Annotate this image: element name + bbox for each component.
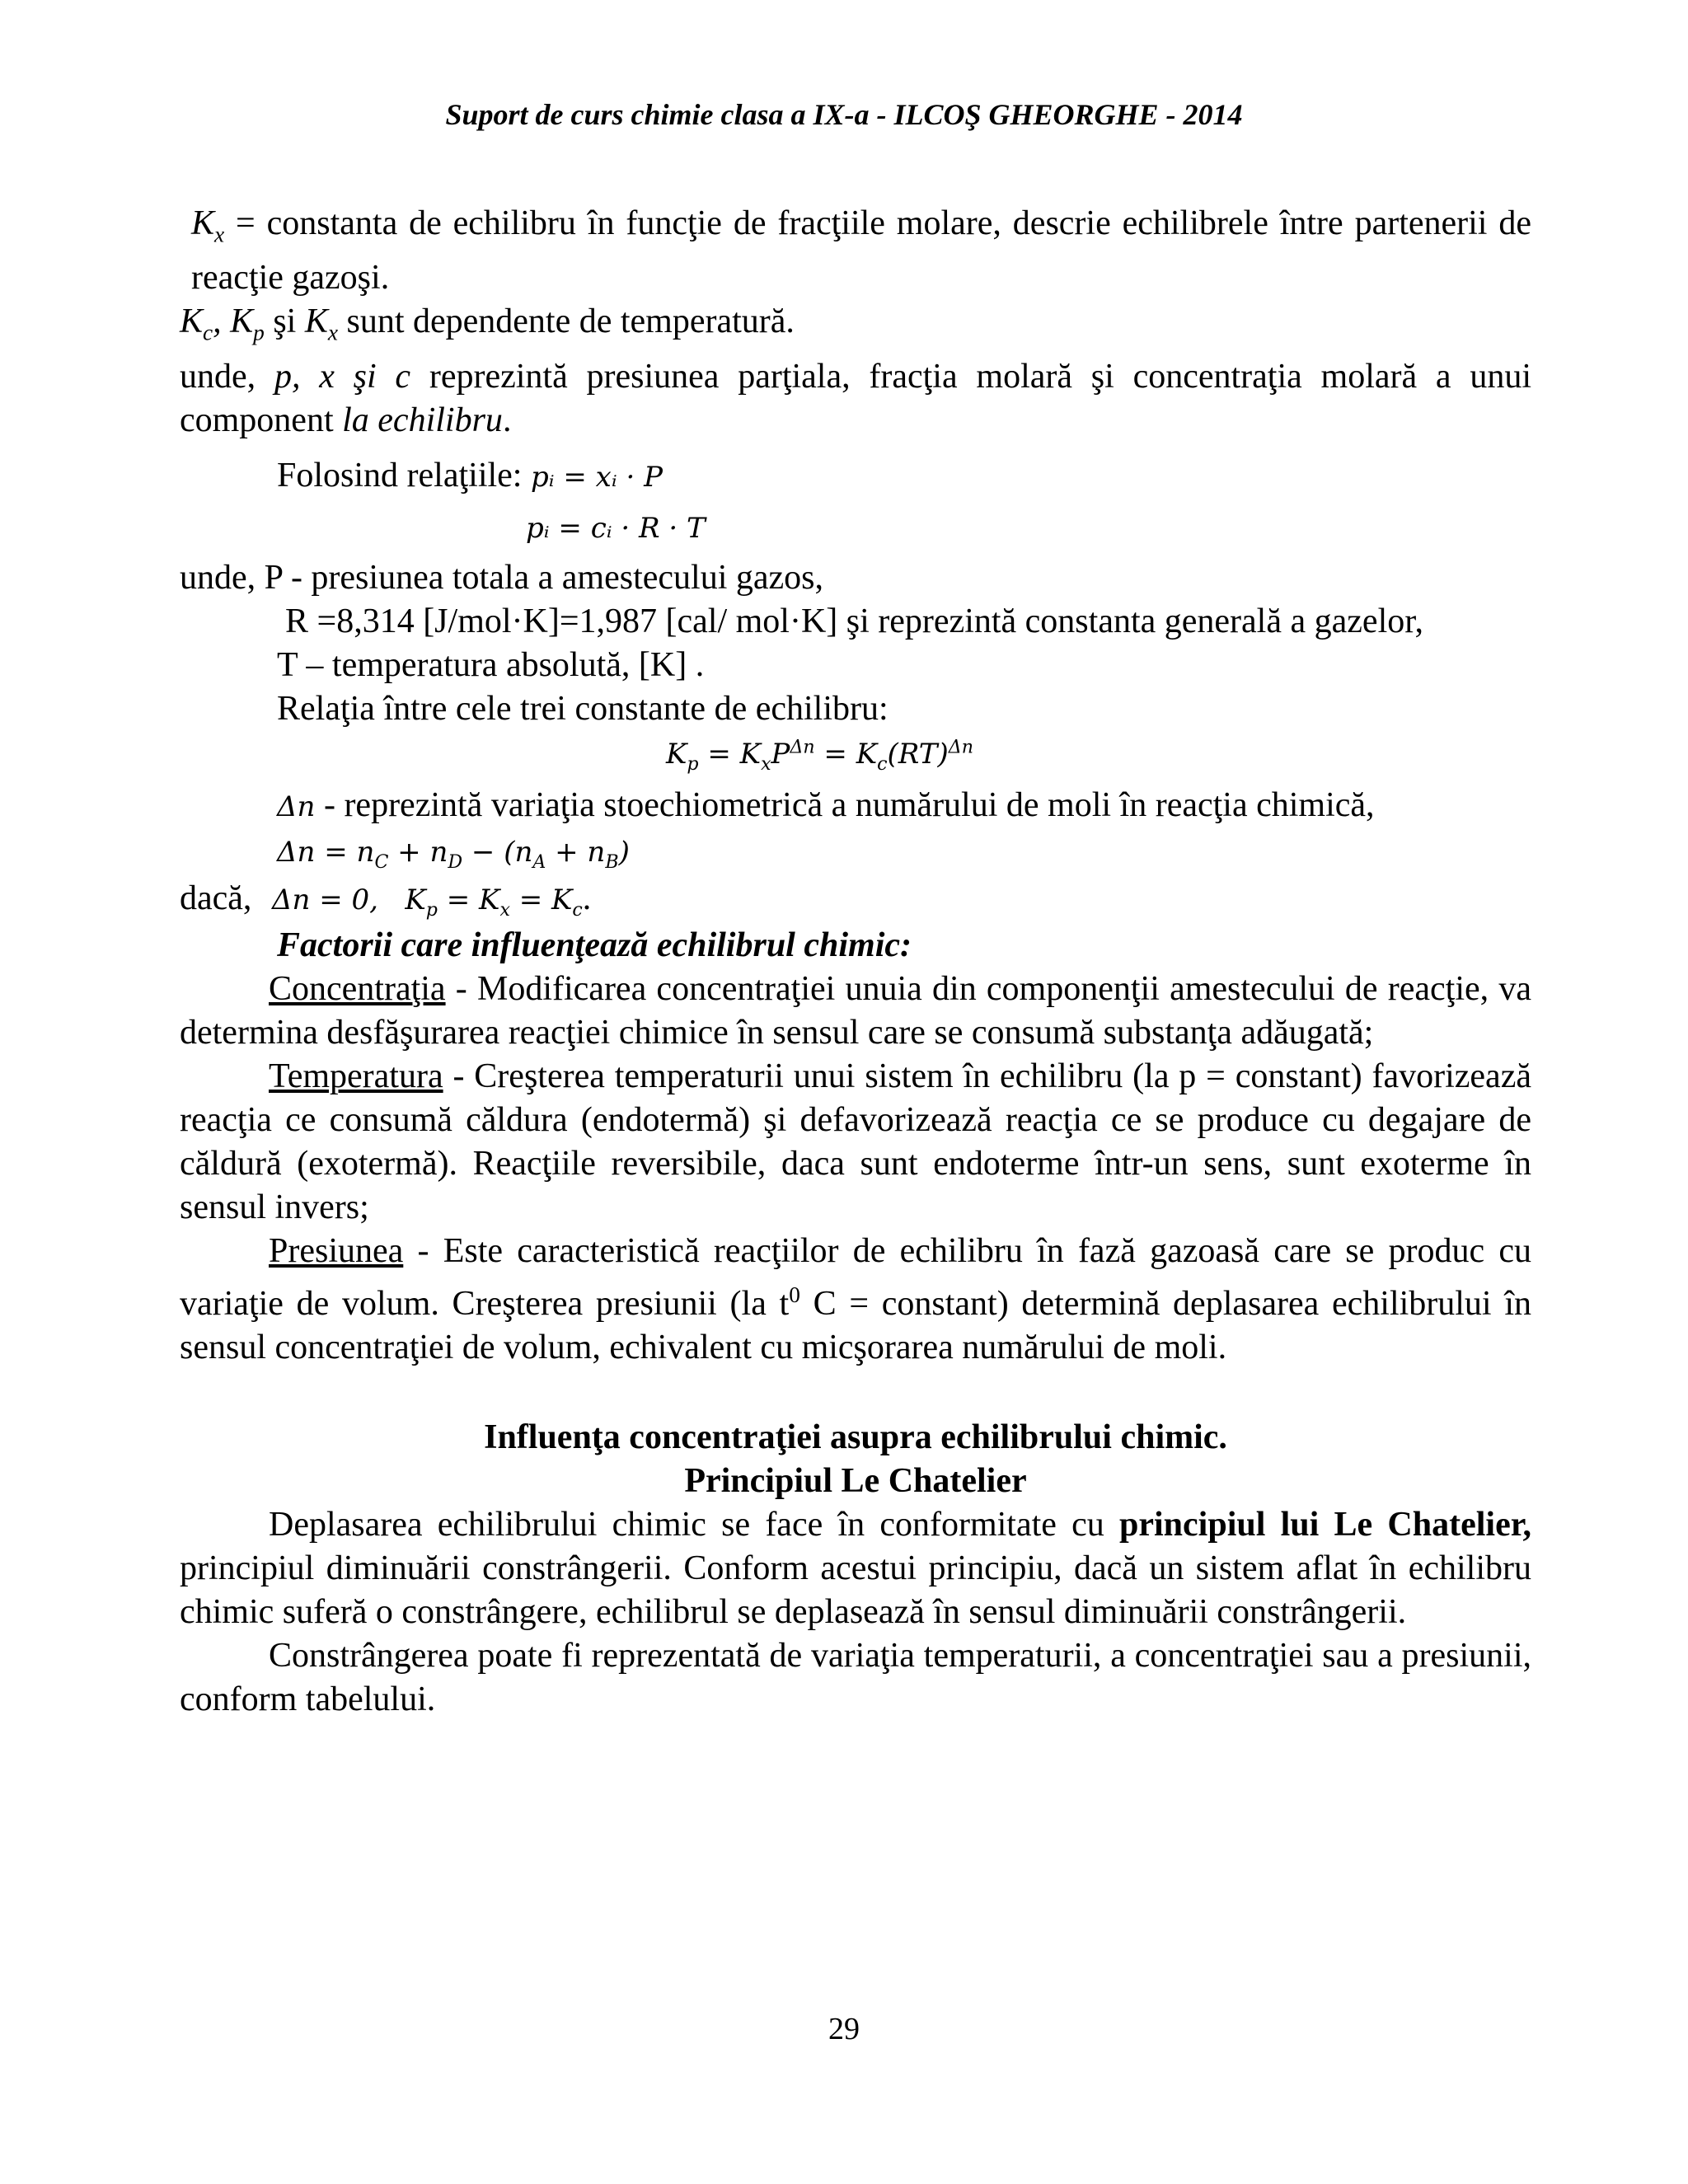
formula-line-2	[180, 505, 1531, 556]
formula-dn-line	[180, 829, 1531, 877]
concentratia-paragraph	[180, 968, 1531, 1055]
formula-delta-n: $\Delta n = n_C + n_D - (n_A + n_B)$	[277, 835, 630, 873]
R-constant-line	[180, 600, 1531, 644]
presiunea-text-2: C = constant) determină deplasarea echilibrului în sensul concentraţiei de volum, echivalent cu micşorarea numărului de moli.	[180, 1284, 1531, 1366]
page-number: 29	[828, 2012, 860, 2046]
section-title-1: Influenţa concentraţiei asupra echilibrului chimic.	[484, 1418, 1227, 1456]
T-temperature-line: T – temperatura absolută, [K] .	[277, 645, 705, 684]
le-chatelier-text-2: principiul diminuării constrângerii. Conform acestui principiu, dacă un sistem aflat în echilibru chimic suferă o constrângere, echilibrul se deplasează în sensul diminuării constrângerii.	[180, 1549, 1531, 1631]
kx-definition-text: = constanta de echilibru în funcţie de fracţiile molare, descrie echilibrele între partenerii de reacţie gazoşi.	[191, 204, 1531, 298]
formula-partial-pressure-molar: pᵢ = xᵢ · P	[530, 460, 663, 494]
section-spacer	[180, 1370, 1531, 1416]
daca-word: dacă,	[180, 879, 252, 917]
unde-word: unde,	[180, 357, 256, 396]
kx-symbol: $K_x$	[191, 204, 225, 247]
folosind-text: Folosind relaţiile:	[277, 456, 523, 494]
folosind-line	[180, 454, 1531, 505]
presiunea-paragraph	[180, 1230, 1531, 1370]
delta-n-line	[180, 784, 1531, 829]
page-content	[180, 202, 1531, 1722]
relatia-line: Relaţia între cele trei constante de echilibru:	[277, 689, 889, 728]
constrangerea-paragraph	[180, 1634, 1531, 1722]
R-constant-text: R =8,314 [J/mol·K]=1,987 [cal/ mol·K] şi reprezintă constanta generală a gazelor,	[285, 602, 1424, 640]
kx-definition	[180, 202, 1531, 300]
formula-kp-line	[180, 731, 1531, 775]
le-chatelier-paragraph	[180, 1503, 1531, 1634]
presiunea-label: Presiunea	[269, 1231, 404, 1270]
temperatura-text: - Creşterea temperaturii unui sistem în echilibru (la p = constant) favorizează reacţia ce consumă căldura (endotermă) şi defavorizează reacţia ce se produce cu degajare de căldură (exotermă). Reacţiile reversibile, daca sunt endoterme într-un sens, sunt exoterme în sensul invers;	[180, 1057, 1531, 1226]
concentratia-text: - Modificarea concentraţiei unuia din componenţii amestecului de reacţie, va determina desfăşurarea reacţiei chimice în sensul care se consumă substanţa adăugată;	[180, 969, 1531, 1052]
delta-n-symbol: Δn	[277, 790, 316, 823]
le-chatelier-text-1: Deplasarea echilibrului chimic se face în conformitate cu	[269, 1505, 1104, 1544]
presiunea-text-1: - Este caracteristică reacţiilor de echilibru în fază gazoasă care se produc cu variaţie de volum. Creşterea presiunii (la t	[180, 1231, 1531, 1323]
unde-P-line: unde, P - presiunea totala a amestecului gazos,	[180, 558, 823, 597]
formula-dn-zero: Δn = 0, $K_p = K_x = K_c$	[271, 883, 583, 921]
la-echilibru: la echilibru	[342, 401, 503, 439]
delta-n-definition: - reprezintă variaţia stoechiometrică a numărului de moli în reacţia chimică,	[323, 785, 1375, 824]
pxc-vars: p, x şi c	[274, 357, 411, 396]
constrangerea-text: Constrângerea poate fi reprezentată de variaţia temperaturii, a concentraţiei sau a presiunii, conform tabelului.	[180, 1636, 1531, 1718]
degree-superscript: 0	[789, 1282, 800, 1307]
daca-line: dacă, Δn = 0, $K_p = K_x = K_c$.	[180, 879, 592, 921]
formula-kp: $K_p = K_xP^{\Delta n} = K_c(RT)^{\Delta n}$	[666, 736, 973, 775]
kc-dependency-text: sunt dependente de temperatură.	[346, 302, 795, 341]
concentratia-label: Concentraţia	[269, 969, 446, 1008]
temperatura-paragraph	[180, 1055, 1531, 1230]
section-title-2: Principiul Le Chatelier	[684, 1461, 1027, 1500]
temperatura-label: Temperatura	[269, 1057, 443, 1095]
unde-pxc-text: reprezintă presiunea parţiala, fracţia molară şi concentraţia molară a unui component	[180, 357, 1532, 439]
kc-kp-kx-dependency: $K_c$, $K_p$ şi $K_x$ sunt dependente de temperatură.	[180, 302, 795, 345]
formula-partial-pressure-conc: pᵢ = cᵢ · R · T	[526, 511, 706, 545]
le-chatelier-bold: principiul lui Le Chatelier,	[1119, 1505, 1532, 1544]
page-header: Suport de curs chimie clasa a IX-a - ILCOŞ GHEORGHE - 2014	[445, 98, 1243, 131]
factori-title: Factorii care influenţează echilibrul chimic:	[277, 926, 912, 964]
unde-pxc-paragraph: unde, p, x şi c reprezintă presiunea parţiala, fracţia molară şi concentraţia molară a unui component la echilibru.	[180, 357, 1532, 439]
